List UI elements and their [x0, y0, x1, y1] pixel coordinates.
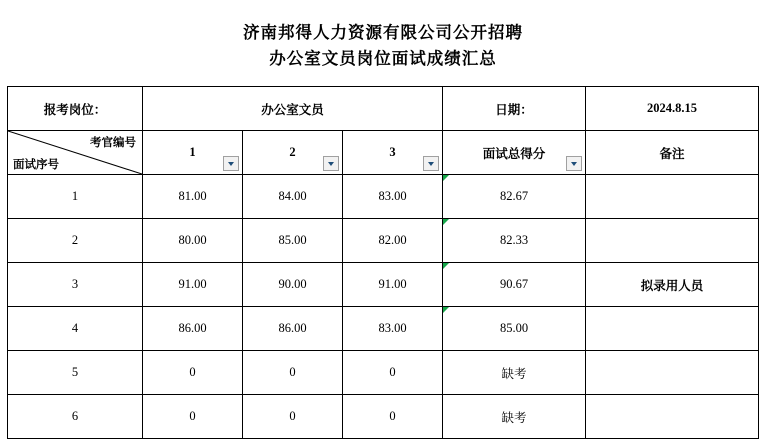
- info-row-2: [8, 131, 759, 175]
- row-total: 缺考: [443, 395, 586, 439]
- filter-dropdown-3[interactable]: [423, 156, 439, 171]
- table-row: [8, 175, 759, 219]
- row-score-1: 0: [143, 395, 243, 439]
- chevron-down-icon: [228, 162, 234, 166]
- row-score-1: 91.00: [143, 263, 243, 307]
- row-total: 82.33: [443, 219, 586, 263]
- row-score-2: 0: [243, 351, 343, 395]
- row-seq: 6: [8, 395, 143, 439]
- row-score-3: 0: [343, 351, 443, 395]
- examiner-number-label: 考官编号: [90, 137, 136, 149]
- title-line-1: 济南邦得人力资源有限公司公开招聘: [243, 23, 523, 42]
- column-header-1: [143, 131, 243, 175]
- position-value: 办公室文员: [143, 87, 443, 131]
- chevron-down-icon: [328, 162, 334, 166]
- filter-dropdown-1[interactable]: [223, 156, 239, 171]
- row-remark: [586, 307, 759, 351]
- column-header-2-label: 2: [289, 145, 296, 159]
- chevron-down-icon: [571, 162, 577, 166]
- position-label: 报考岗位：: [8, 87, 143, 131]
- row-total: 82.67: [443, 175, 586, 219]
- column-header-1-label: 1: [189, 145, 196, 159]
- row-score-2: 84.00: [243, 175, 343, 219]
- row-remark: [586, 351, 759, 395]
- column-header-3-label: 3: [389, 145, 396, 159]
- row-score-2: 90.00: [243, 263, 343, 307]
- scores-table: [7, 86, 759, 439]
- row-total: 90.67: [443, 263, 586, 307]
- row-score-1: 80.00: [143, 219, 243, 263]
- title-line-2: 办公室文员岗位面试成绩汇总: [269, 49, 497, 68]
- row-score-2: 0: [243, 395, 343, 439]
- row-seq: 3: [8, 263, 143, 307]
- filter-dropdown-2[interactable]: [323, 156, 339, 171]
- row-score-3: 83.00: [343, 307, 443, 351]
- row-score-1: 81.00: [143, 175, 243, 219]
- row-remark: [586, 395, 759, 439]
- column-header-total: [443, 131, 586, 175]
- row-score-1: 86.00: [143, 307, 243, 351]
- chevron-down-icon: [428, 162, 434, 166]
- row-score-3: 82.00: [343, 219, 443, 263]
- row-seq: 5: [8, 351, 143, 395]
- row-seq: 4: [8, 307, 143, 351]
- column-header-total-label: 面试总得分: [482, 146, 546, 161]
- table-row: [8, 263, 759, 307]
- row-remark: 拟录用人员: [586, 263, 759, 307]
- row-score-2: 86.00: [243, 307, 343, 351]
- table-row: [8, 351, 759, 395]
- date-label: 日期：: [443, 87, 586, 131]
- row-total: 85.00: [443, 307, 586, 351]
- row-seq: 2: [8, 219, 143, 263]
- row-score-3: 0: [343, 395, 443, 439]
- row-score-3: 83.00: [343, 175, 443, 219]
- table-row: [8, 307, 759, 351]
- column-header-2: [243, 131, 343, 175]
- row-total: 缺考: [443, 351, 586, 395]
- date-value: 2024.8.15: [586, 87, 759, 131]
- table-row: [8, 395, 759, 439]
- info-row: [8, 87, 759, 131]
- row-score-2: 85.00: [243, 219, 343, 263]
- row-remark: [586, 219, 759, 263]
- interview-seq-label: 面试序号: [13, 159, 59, 171]
- row-remark: [586, 175, 759, 219]
- remark-header: 备注: [586, 131, 759, 175]
- column-header-3: [343, 131, 443, 175]
- row-score-3: 91.00: [343, 263, 443, 307]
- corner-diagonal-header: [8, 131, 143, 175]
- row-seq: 1: [8, 175, 143, 219]
- document-title: [0, 0, 766, 80]
- table-row: [8, 219, 759, 263]
- filter-dropdown-total[interactable]: [566, 156, 582, 171]
- row-score-1: 0: [143, 351, 243, 395]
